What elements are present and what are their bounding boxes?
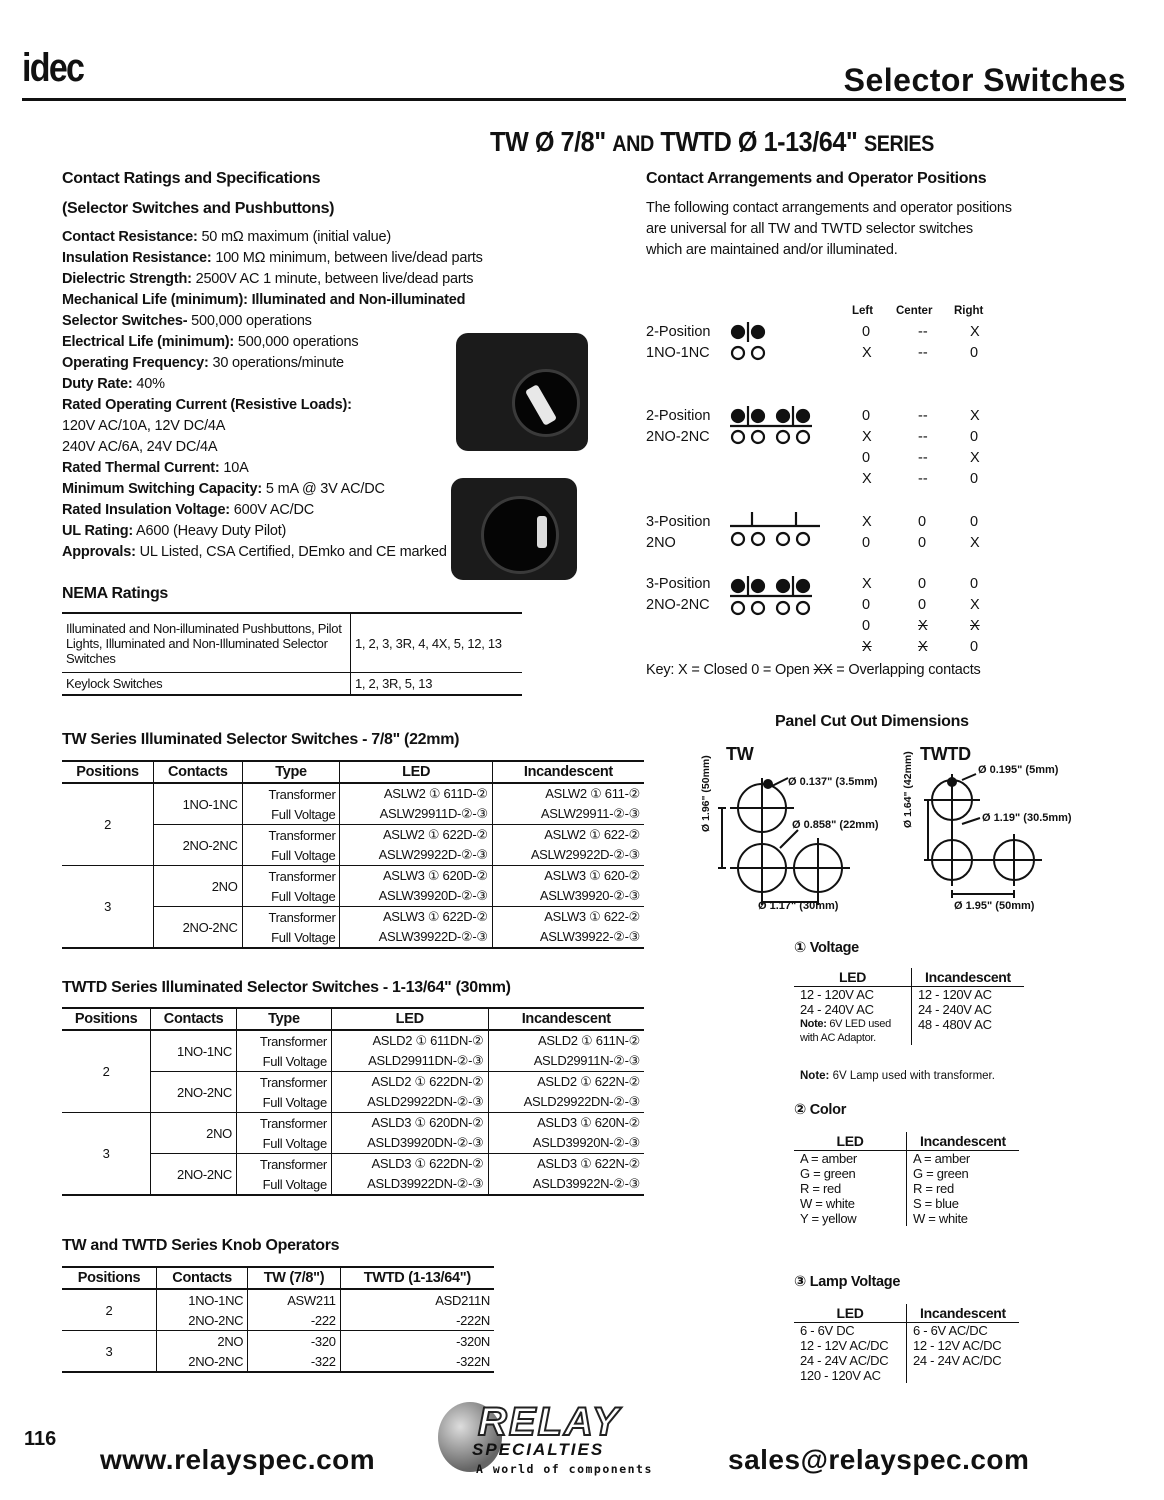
table-cell: ASLW39922D-②-③ bbox=[340, 927, 492, 948]
column-header: Contacts bbox=[151, 1008, 237, 1030]
table-cell: 1NO-1NC bbox=[156, 1289, 247, 1310]
table-cell: 2NO-2NC bbox=[156, 1310, 247, 1331]
table-cell: ASLW2 ① 622D-② bbox=[340, 825, 492, 846]
table-cell: -222N bbox=[340, 1310, 494, 1331]
tw-vert-dim: Ø 1.96" (50mm) bbox=[700, 755, 712, 832]
voltage-note bbox=[800, 1070, 995, 1082]
arrangement-label: 2-Position bbox=[646, 408, 711, 424]
list-item: 12 - 12V AC/DC bbox=[800, 1338, 889, 1353]
note-key: Note: bbox=[800, 1070, 830, 1082]
arrangement-value: 0 bbox=[970, 639, 979, 655]
spec-value: 50 mΩ maximum (initial value) bbox=[197, 229, 391, 245]
column-header: Contacts bbox=[156, 1267, 247, 1289]
series-and: AND bbox=[612, 131, 654, 156]
cutout-heading: Panel Cut Out Dimensions bbox=[775, 713, 969, 730]
spec-value: 600V AC/DC bbox=[229, 502, 314, 518]
spec-value: 240V AC/6A, 24V DC/4A bbox=[62, 439, 218, 455]
nema-cell: 1, 2, 3R, 5, 13 bbox=[351, 673, 523, 696]
contact-symbols bbox=[728, 320, 838, 620]
table-cell: ASLD29911N-②-③ bbox=[488, 1051, 644, 1072]
column-header: Contacts bbox=[154, 761, 242, 783]
table-cell: ASLW39920-②-③ bbox=[492, 886, 644, 907]
spec-value: 40% bbox=[132, 376, 165, 392]
table-cell: Full Voltage bbox=[236, 1133, 331, 1154]
spec-key: Contact Resistance: bbox=[62, 229, 198, 245]
spec-key: Rated Thermal Current: bbox=[62, 460, 220, 476]
key-overlap: XX bbox=[813, 662, 833, 678]
arrangement-contacts: 1NO-1NC bbox=[646, 345, 710, 361]
table-cell: Transformer bbox=[242, 866, 340, 887]
arrangement-label: 3-Position bbox=[646, 514, 711, 530]
table-cell: 2NO bbox=[156, 1331, 247, 1352]
arrangements-key bbox=[646, 660, 981, 681]
column-header: Incandescent bbox=[492, 761, 644, 783]
arrangements-heading: Contact Arrangements and Operator Positions bbox=[646, 170, 987, 187]
cutout-twtd-label: TWTD bbox=[920, 744, 971, 764]
arrangement-value: -- bbox=[918, 429, 928, 445]
table-cell: 2NO-2NC bbox=[156, 1351, 247, 1372]
table-cell: Full Voltage bbox=[242, 845, 340, 866]
table-cell: ASLD2 ① 622DN-② bbox=[331, 1072, 488, 1093]
tw-horiz-dim: Ø 1.17" (30mm) bbox=[758, 900, 839, 912]
list-item: S = blue bbox=[913, 1196, 959, 1211]
spec-key: Approvals: bbox=[62, 544, 136, 560]
table-cell: ASLW3 ① 622D-② bbox=[340, 907, 492, 928]
column-header: Positions bbox=[62, 1008, 151, 1030]
list-item: 120 - 120V AC bbox=[800, 1368, 881, 1383]
arrangement-value: -- bbox=[918, 471, 928, 487]
color-h-led: LED bbox=[794, 1132, 907, 1151]
list-item: 24 - 24V AC/DC bbox=[913, 1353, 1002, 1368]
positions-cell: 3 bbox=[62, 866, 154, 949]
lamp-table bbox=[794, 1304, 1019, 1383]
voltage-led bbox=[794, 987, 912, 1046]
twtd-vert-dim: Ø 1.64" (42mm) bbox=[902, 751, 914, 828]
spec-value: 100 MΩ minimum, between live/dead parts bbox=[211, 250, 483, 266]
arrangement-value: -- bbox=[918, 450, 928, 466]
table-cell: ASLW29922D-②-③ bbox=[340, 845, 492, 866]
table-cell: ASD211N bbox=[340, 1289, 494, 1310]
spec-key: Minimum Switching Capacity: bbox=[62, 481, 263, 497]
list-item: R = red bbox=[800, 1181, 841, 1196]
spec-key: UL Rating: bbox=[62, 523, 134, 539]
note-val: 6V LED used with AC Adaptor. bbox=[800, 1018, 891, 1044]
arrangement-value: X bbox=[862, 429, 872, 445]
nema-cell: 1, 2, 3, 3R, 4, 4X, 5, 12, 13 bbox=[351, 613, 523, 673]
note-key: Note: bbox=[800, 1018, 827, 1030]
col-left: Left bbox=[852, 305, 874, 317]
table-cell: ASLD29911DN-②-③ bbox=[331, 1051, 488, 1072]
knob-operators-table bbox=[62, 1266, 494, 1373]
spec-value: UL Listed, CSA Certified, DEmko and CE marked bbox=[135, 544, 447, 560]
positions-cell: 3 bbox=[62, 1113, 151, 1196]
color-led bbox=[794, 1151, 907, 1227]
arrangement-value: X bbox=[862, 471, 872, 487]
arrangement-value: 0 bbox=[918, 597, 927, 613]
arrangement-contacts: 2NO-2NC bbox=[646, 597, 710, 613]
contacts-cell: 2NO-2NC bbox=[154, 907, 242, 949]
arrangement-value: X bbox=[862, 576, 872, 592]
nema-heading: NEMA Ratings bbox=[62, 585, 169, 602]
contacts-cell: 2NO bbox=[151, 1113, 237, 1154]
page-title: Selector Switches bbox=[843, 62, 1126, 98]
column-header: Positions bbox=[62, 761, 154, 783]
series-twtd: TWTD Ø 1-13/64" bbox=[660, 126, 858, 157]
table-cell: ASLW3 ① 620-② bbox=[492, 866, 644, 887]
table-header-row bbox=[62, 1008, 644, 1030]
arrangement-value: 0 bbox=[862, 535, 871, 551]
voltage-h-inc: Incandescent bbox=[912, 968, 1025, 987]
list-item: 6 - 6V DC bbox=[800, 1323, 855, 1338]
voltage-h-led: LED bbox=[794, 968, 912, 987]
key-text: Key: X = Closed 0 = Open bbox=[646, 662, 814, 678]
table-cell: ASW211 bbox=[248, 1289, 340, 1310]
spec-value: 120V AC/10A, 12V DC/4A bbox=[62, 418, 226, 434]
lamp-h-inc: Incandescent bbox=[907, 1304, 1020, 1323]
knob-table-title: TW and TWTD Series Knob Operators bbox=[62, 1237, 340, 1254]
voltage-led-item: 24 - 240V AC bbox=[800, 1002, 874, 1017]
list-item: A = amber bbox=[913, 1151, 970, 1166]
table-cell: ASLW39920D-②-③ bbox=[340, 886, 492, 907]
table-cell: -322 bbox=[248, 1351, 340, 1372]
arrangement-value: X bbox=[918, 639, 928, 655]
tw-main-dim: Ø 0.858" (22mm) bbox=[792, 819, 879, 831]
voltage-inc bbox=[912, 987, 1025, 1046]
arrangement-value: 0 bbox=[970, 514, 979, 530]
table-cell: Full Voltage bbox=[242, 804, 340, 825]
table-cell: Full Voltage bbox=[236, 1092, 331, 1113]
table-cell: ASLD39922N-②-③ bbox=[488, 1174, 644, 1195]
twtd-main-dim: Ø 1.19" (30.5mm) bbox=[982, 812, 1072, 824]
table-cell: -322N bbox=[340, 1351, 494, 1372]
table-cell: ASLD2 ① 622N-② bbox=[488, 1072, 644, 1093]
spec-value: 5 mA @ 3V AC/DC bbox=[262, 481, 385, 497]
list-item: Y = yellow bbox=[800, 1211, 857, 1226]
table-cell: Transformer bbox=[236, 1154, 331, 1175]
table-cell: -320 bbox=[248, 1331, 340, 1352]
positions-cell: 3 bbox=[62, 1331, 156, 1373]
twtd-hole-dim: Ø 0.195" (5mm) bbox=[978, 764, 1059, 776]
table-cell: Transformer bbox=[236, 1030, 331, 1051]
arrangement-label: 2-Position bbox=[646, 324, 711, 340]
arrangements-grid bbox=[0, 0, 1164, 700]
voltage-inc-item: 12 - 120V AC bbox=[918, 987, 992, 1002]
table-cell: Transformer bbox=[242, 825, 340, 846]
page-number: 116 bbox=[24, 1428, 57, 1450]
arrangement-value: 0 bbox=[862, 324, 871, 340]
spec-value: 30 operations/minute bbox=[208, 355, 344, 371]
arrangement-value: 0 bbox=[970, 429, 979, 445]
list-item: W = white bbox=[913, 1211, 968, 1226]
arrangement-value: X bbox=[862, 639, 872, 655]
voltage-led-item: 12 - 120V AC bbox=[800, 987, 874, 1002]
spec-key: Operating Frequency: bbox=[62, 355, 209, 371]
tw-series-table bbox=[62, 760, 644, 949]
spec-value: 500,000 operations bbox=[187, 313, 312, 329]
table-cell: Full Voltage bbox=[236, 1174, 331, 1195]
lamp-h-led: LED bbox=[794, 1304, 907, 1323]
table-row bbox=[62, 783, 644, 804]
table-cell: ASLD3 ① 622N-② bbox=[488, 1154, 644, 1175]
arrangement-value: X bbox=[970, 618, 980, 634]
tw-table-title: TW Series Illuminated Selector Switches - 7/8" (22mm) bbox=[62, 731, 460, 748]
table-cell: -222 bbox=[248, 1310, 340, 1331]
table-cell: ASLD3 ① 620DN-② bbox=[331, 1113, 488, 1134]
arrangement-value: 0 bbox=[918, 514, 927, 530]
table-cell: ASLW3 ① 622-② bbox=[492, 907, 644, 928]
color-table bbox=[794, 1132, 1019, 1226]
list-item: 6 - 6V AC/DC bbox=[913, 1323, 988, 1338]
column-header: TW (7/8") bbox=[248, 1267, 340, 1289]
table-cell: Full Voltage bbox=[236, 1051, 331, 1072]
table-cell: ASLD3 ① 622DN-② bbox=[331, 1154, 488, 1175]
spec-value: 500,000 operations bbox=[234, 334, 359, 350]
list-item: G = green bbox=[913, 1166, 969, 1181]
table-cell: Full Voltage bbox=[242, 927, 340, 948]
contacts-cell: 2NO-2NC bbox=[151, 1072, 237, 1113]
arrangement-value: X bbox=[970, 324, 980, 340]
table-row bbox=[62, 1289, 494, 1310]
arrangement-value: X bbox=[970, 597, 980, 613]
arrangement-value: X bbox=[862, 345, 872, 361]
spec-value: 2500V AC 1 minute, between live/dead parts bbox=[191, 271, 474, 287]
voltage-heading: ① Voltage bbox=[794, 940, 859, 956]
color-heading: ② Color bbox=[794, 1102, 847, 1118]
arrangement-value: 0 bbox=[862, 408, 871, 424]
arrangement-contacts: 2NO-2NC bbox=[646, 429, 710, 445]
arrangement-value: 0 bbox=[862, 597, 871, 613]
relay-specialties-logo bbox=[438, 1400, 678, 1480]
arrangement-value: 0 bbox=[970, 471, 979, 487]
arrangement-value: 0 bbox=[862, 450, 871, 466]
email-link[interactable]: sales@relayspec.com bbox=[728, 1444, 1030, 1475]
arrangement-value: 0 bbox=[918, 576, 927, 592]
table-cell: ASLD29922DN-②-③ bbox=[331, 1092, 488, 1113]
arrangement-value: 0 bbox=[862, 618, 871, 634]
arrangement-value: -- bbox=[918, 408, 928, 424]
voltage-inc-item: 48 - 480V AC bbox=[918, 1017, 992, 1032]
spec-key: Selector Switches- bbox=[62, 313, 188, 329]
list-item: A = amber bbox=[800, 1151, 857, 1166]
table-cell: ASLD3 ① 620N-② bbox=[488, 1113, 644, 1134]
arrangement-value: -- bbox=[918, 345, 928, 361]
lamp-heading: ③ Lamp Voltage bbox=[794, 1274, 901, 1290]
nema-cell: Illuminated and Non-illuminated Pushbuttons, Pilot Lights, Illuminated and Non-Illuminated Selector Switches bbox=[66, 620, 342, 666]
arrangement-value: X bbox=[918, 618, 928, 634]
table-cell: ASLW2 ① 611-② bbox=[492, 783, 644, 804]
cutout-diagram bbox=[700, 760, 1100, 920]
spec-value: A600 (Heavy Duty Pilot) bbox=[133, 523, 287, 539]
table-cell: Transformer bbox=[236, 1072, 331, 1093]
voltage-inc-item: 24 - 240V AC bbox=[918, 1002, 992, 1017]
column-header: Incandescent bbox=[488, 1008, 644, 1030]
twtd-table-title: TWTD Series Illuminated Selector Switches - 1-13/64" (30mm) bbox=[62, 979, 511, 996]
column-header: TWTD (1-13/64") bbox=[340, 1267, 494, 1289]
table-cell: ASLW29911-②-③ bbox=[492, 804, 644, 825]
column-header: Type bbox=[236, 1008, 331, 1030]
arrangement-value: 0 bbox=[970, 345, 979, 361]
table-cell: ASLD39920DN-②-③ bbox=[331, 1133, 488, 1154]
list-item: 24 - 24V AC/DC bbox=[800, 1353, 889, 1368]
table-cell: Transformer bbox=[236, 1113, 331, 1134]
logo-tagline: A world of components bbox=[476, 1462, 653, 1476]
arrangement-value: X bbox=[862, 514, 872, 530]
table-cell: ASLW29911D-②-③ bbox=[340, 804, 492, 825]
key-text: = Overlapping contacts bbox=[832, 662, 981, 678]
lamp-led bbox=[794, 1323, 907, 1384]
spec-key: Rated Operating Current (Resistive Loads): bbox=[62, 397, 352, 413]
contacts-cell: 2NO-2NC bbox=[154, 825, 242, 866]
table-row bbox=[62, 1030, 644, 1051]
table-header-row bbox=[62, 761, 644, 783]
voltage-table bbox=[794, 968, 1024, 1045]
contacts-cell: 2NO bbox=[154, 866, 242, 907]
intro-line: are universal for all TW and TWTD selector switches bbox=[646, 221, 973, 237]
voltage-led-note bbox=[800, 1017, 905, 1045]
contacts-cell: 1NO-1NC bbox=[154, 783, 242, 825]
table-cell: Full Voltage bbox=[242, 886, 340, 907]
table-header-row bbox=[62, 1267, 494, 1289]
spec-key: Insulation Resistance: bbox=[62, 250, 212, 266]
arrangement-value: X bbox=[970, 535, 980, 551]
twtd-series-table bbox=[62, 1007, 644, 1196]
spec-value: 10A bbox=[219, 460, 249, 476]
specs-subheading: (Selector Switches and Pushbuttons) bbox=[62, 200, 335, 217]
spec-key: Electrical Life (minimum): bbox=[62, 334, 235, 350]
list-item: 12 - 12V AC/DC bbox=[913, 1338, 1002, 1353]
table-row bbox=[62, 866, 644, 887]
lamp-inc bbox=[907, 1323, 1020, 1384]
color-inc bbox=[907, 1151, 1020, 1227]
list-item: G = green bbox=[800, 1166, 856, 1181]
table-cell: ASLD2 ① 611N-② bbox=[488, 1030, 644, 1051]
logo-relay: RELAY bbox=[478, 1400, 621, 1444]
website-link[interactable]: www.relayspec.com bbox=[100, 1444, 376, 1475]
table-row bbox=[62, 1113, 644, 1134]
arrangement-value: 0 bbox=[970, 576, 979, 592]
spec-key: Rated Insulation Voltage: bbox=[62, 502, 230, 518]
col-center: Center bbox=[896, 305, 933, 317]
intro-line: The following contact arrangements and operator positions bbox=[646, 200, 1012, 216]
spec-key: Dielectric Strength: bbox=[62, 271, 192, 287]
spec-key: Duty Rate: bbox=[62, 376, 133, 392]
table-cell: ASLW3 ① 620D-② bbox=[340, 866, 492, 887]
table-cell: Transformer bbox=[242, 907, 340, 928]
color-h-inc: Incandescent bbox=[907, 1132, 1020, 1151]
series-tw: TW Ø 7/8" bbox=[490, 126, 606, 157]
contacts-cell: 1NO-1NC bbox=[151, 1030, 237, 1072]
column-header: Positions bbox=[62, 1267, 156, 1289]
twtd-horiz-dim: Ø 1.95" (50mm) bbox=[954, 900, 1035, 912]
positions-cell: 2 bbox=[102, 1064, 110, 1079]
logo-specialties: SPECIALTIES bbox=[472, 1440, 605, 1459]
table-cell: ASLD39920N-②-③ bbox=[488, 1133, 644, 1154]
arrangement-value: -- bbox=[918, 324, 928, 340]
positions-cell: 2 bbox=[104, 817, 111, 832]
col-right: Right bbox=[954, 305, 984, 317]
tw-hole-dim: Ø 0.137" (3.5mm) bbox=[788, 776, 878, 788]
table-cell: ASLD29922DN-②-③ bbox=[488, 1092, 644, 1113]
column-header: Type bbox=[242, 761, 340, 783]
arrangement-value: X bbox=[970, 450, 980, 466]
note-val: 6V Lamp used with transformer. bbox=[829, 1070, 995, 1082]
arrangement-value: X bbox=[970, 408, 980, 424]
intro-line: which are maintained and/or illuminated. bbox=[646, 242, 898, 258]
idec-logo: idec bbox=[22, 46, 84, 90]
table-cell: ASLW2 ① 611D-② bbox=[340, 783, 492, 804]
table-cell: ASLW2 ① 622-② bbox=[492, 825, 644, 846]
nema-cell: Keylock Switches bbox=[66, 676, 163, 691]
contacts-cell: 2NO-2NC bbox=[151, 1154, 237, 1196]
arrangement-label: 3-Position bbox=[646, 576, 711, 592]
table-cell: ASLD2 ① 611DN-② bbox=[331, 1030, 488, 1051]
column-header: LED bbox=[331, 1008, 488, 1030]
list-item: R = red bbox=[913, 1181, 954, 1196]
table-cell: ASLW29922D-②-③ bbox=[492, 845, 644, 866]
table-cell: ASLW39922-②-③ bbox=[492, 927, 644, 948]
cutout-tw-label: TW bbox=[726, 744, 754, 764]
table-cell: -320N bbox=[340, 1331, 494, 1352]
list-item: W = white bbox=[800, 1196, 855, 1211]
table-cell: Transformer bbox=[242, 783, 340, 804]
specs-heading: Contact Ratings and Specifications bbox=[62, 170, 321, 187]
column-header: LED bbox=[340, 761, 492, 783]
arrangement-value: 0 bbox=[918, 535, 927, 551]
series-word: SERIES bbox=[863, 131, 934, 156]
positions-cell: 2 bbox=[105, 1302, 113, 1318]
table-row bbox=[62, 1331, 494, 1352]
spec-key: Mechanical Life (minimum): Illuminated and Non-illuminated bbox=[62, 292, 466, 308]
table-cell: ASLD39922DN-②-③ bbox=[331, 1174, 488, 1195]
arrangement-contacts: 2NO bbox=[646, 535, 676, 551]
